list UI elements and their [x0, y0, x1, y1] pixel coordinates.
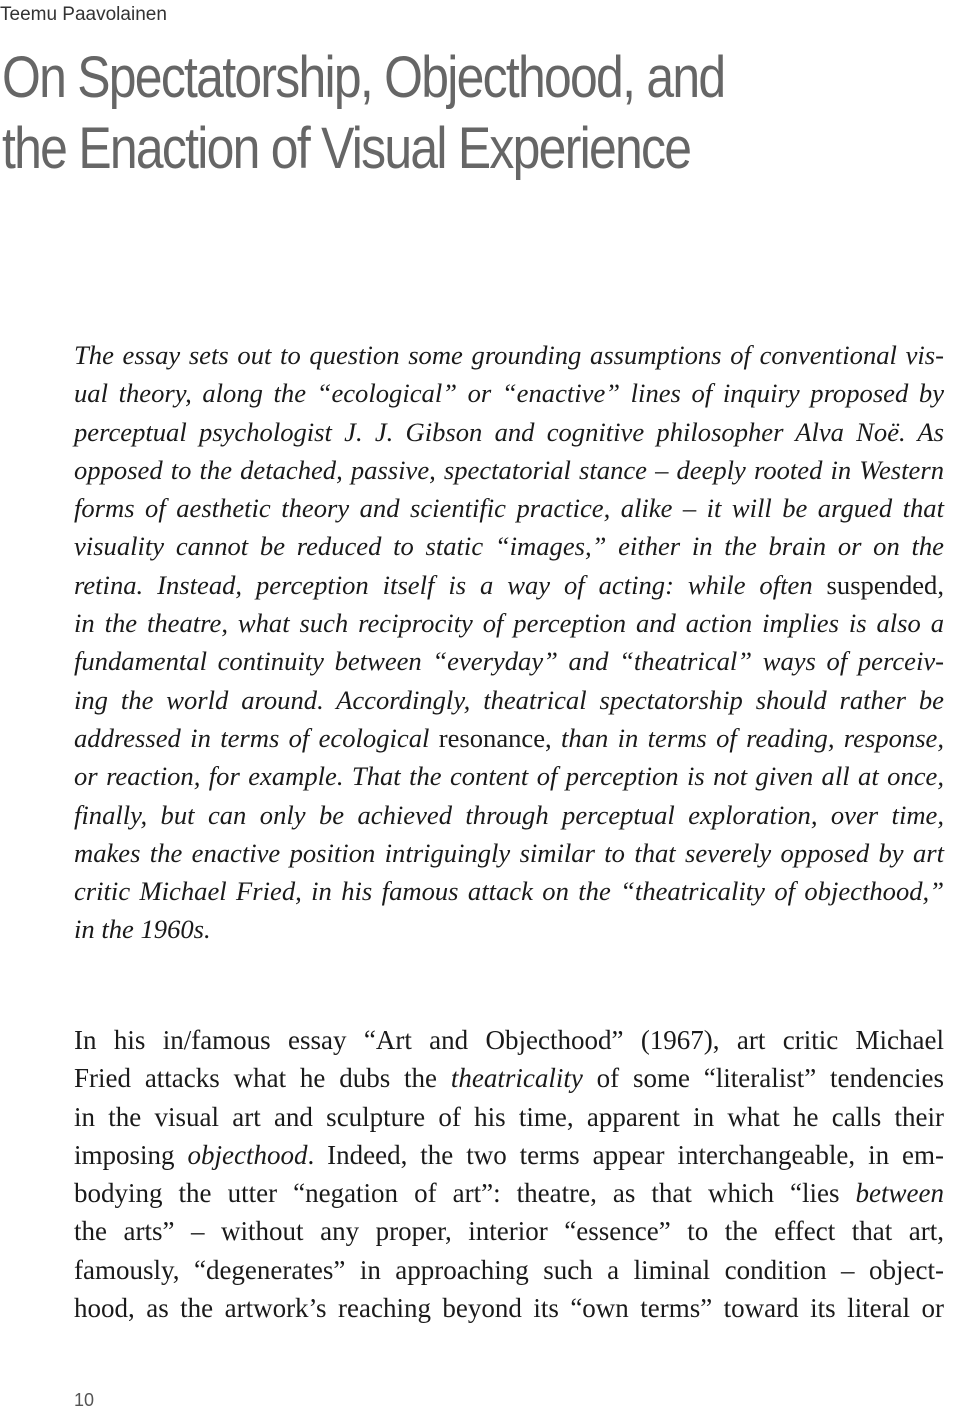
abstract-line: visuality cannot be reduced to static “images,” either in the brain or on the	[74, 531, 944, 562]
title-line-2: the Enaction of Visual Experience	[2, 116, 691, 181]
abstract-line: in the theatre, what such reciprocity of perception and action implies is also a	[74, 608, 944, 639]
body-fragment: bodying the utter “negation of art”: theatre, as that which “lies	[74, 1178, 856, 1209]
body-line: the arts” – without any proper, interior “essence” to the effect that art,	[74, 1216, 944, 1247]
body-fragment: Fried attacks what he dubs the	[74, 1063, 451, 1094]
abstract-line: finally, but can only be achieved through perceptual exploration, over time,	[74, 799, 944, 830]
abstract-line: opposed to the detached, passive, spectatorial stance – deeply rooted in Western	[74, 454, 944, 485]
abstract-fragment: than in terms of reading, response,	[551, 722, 945, 753]
body-line	[74, 1059, 944, 1097]
abstract-line: or reaction, for example. That the content of perception is not given all at once,	[74, 761, 944, 792]
abstract-line	[74, 566, 944, 604]
abstract	[74, 336, 944, 949]
body-paragraph	[74, 1021, 944, 1327]
abstract-line: fundamental continuity between “everyday” and “theatrical” ways of perceiv-	[74, 646, 944, 677]
body-line	[74, 1136, 944, 1174]
body-line: famously, “degenerates” in approaching such a liminal condition – object-	[74, 1254, 944, 1285]
abstract-fragment: addressed in terms of ecological	[74, 722, 439, 753]
abstract-fragment: retina. Instead, perception itself is a way of acting: while often	[74, 569, 827, 600]
abstract-line: The essay sets out to question some grounding assumptions of conventional vis-	[74, 340, 944, 370]
abstract-line: ual theory, along the “ecological” or “enactive” lines of inquiry proposed by	[74, 378, 944, 409]
title-line-1: On Spectatorship, Objecthood, and	[2, 45, 725, 110]
abstract-upright-term: resonance,	[438, 722, 552, 753]
abstract-line: ing the world around. Accordingly, theatrical spectatorship should rather be	[74, 684, 944, 715]
body-fragment: of some “literalist” tendencies	[582, 1063, 944, 1094]
body-line: hood, as the artwork’s reaching beyond its “own terms” toward its literal or	[74, 1293, 944, 1324]
body-line: in the visual art and sculpture of his time, apparent in what he calls their	[74, 1101, 944, 1132]
author-name: Teemu Paavolainen	[0, 4, 167, 25]
body-line: In his in/famous essay “Art and Objecthood” (1967), art critic Michael	[74, 1025, 944, 1055]
body-emphasis: between	[855, 1178, 944, 1209]
body-emphasis: objecthood	[187, 1139, 308, 1170]
abstract-line: perceptual psychologist J. J. Gibson and cognitive philosopher Alva Noë. As	[74, 416, 944, 447]
abstract-line: critic Michael Fried, in his famous attack on the “theatricality of objecthood,”	[74, 876, 944, 907]
abstract-line: in the 1960s.	[74, 914, 211, 945]
body-emphasis: theatricality	[450, 1063, 583, 1094]
page-number: 10	[74, 1390, 95, 1410]
article-title	[2, 42, 826, 184]
abstract-line: makes the enactive position intriguingly similar to that severely opposed by art	[74, 837, 944, 868]
abstract-line	[74, 719, 944, 757]
abstract-upright-term: suspended,	[826, 569, 944, 600]
body-line	[74, 1174, 944, 1212]
abstract-line: forms of aesthetic theory and scientific practice, alike – it will be argued that	[74, 493, 944, 524]
body-fragment: . Indeed, the two terms appear interchangeable, in em-	[307, 1139, 945, 1170]
body-fragment: imposing	[74, 1139, 188, 1170]
